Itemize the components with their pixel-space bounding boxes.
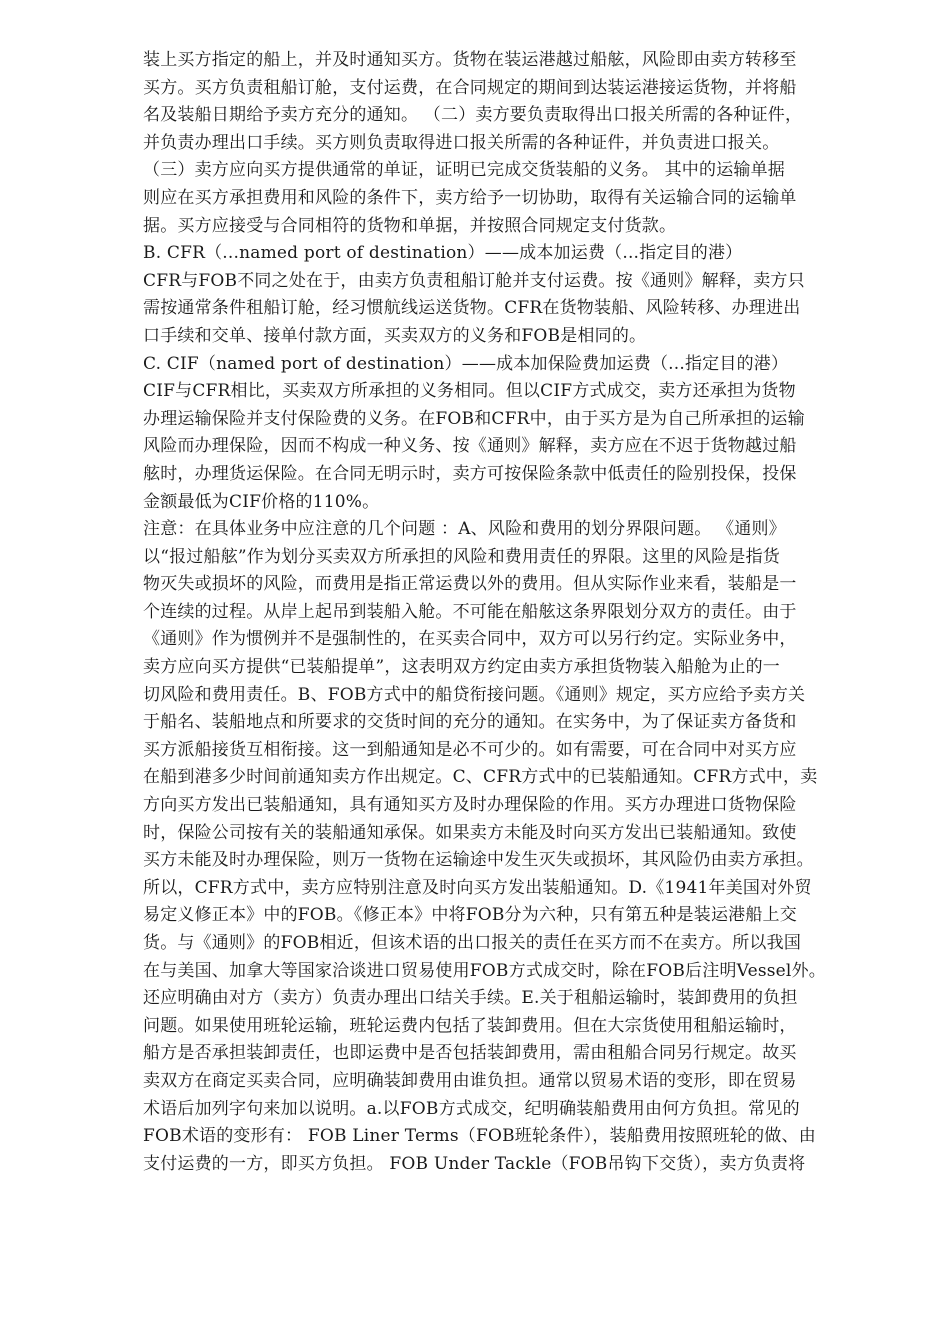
section-heading-cfr: B. CFR（...named port of destination）——成本加运费（...指定目的港） bbox=[143, 243, 743, 264]
text-line: 买方未能及时办理保险，则万一货物在运输途中发生灭失或损坏，其风险仍由卖方承担。 bbox=[143, 850, 814, 871]
text-line: 风险而办理保险，因而不构成一种义务、按《通则》解释，卖方应在不迟于货物越过船 bbox=[143, 436, 797, 457]
text-line: 货。与《通则》的FOB相近，但该术语的出口报关的责任在买方而不在卖方。所以我国 bbox=[143, 933, 802, 953]
text-line: 还应明确由对方（卖方）负责办理出口结关手续。E.关于租船运输时，装卸费用的负担 bbox=[143, 988, 798, 1009]
text-line: 术语后加列字句来加以说明。a.以FOB方式成交，纪明确装船费用由何方负担。常见的 bbox=[143, 1098, 800, 1119]
text-line: 切风险和费用责任。B、FOB方式中的船贷衔接问题。《通则》规定，买方应给予卖方关 bbox=[143, 684, 806, 705]
text-line: 卖双方在商定买卖合同，应明确装卸费用由谁负担。通常以贸易术语的变形，即在贸易 bbox=[143, 1070, 797, 1091]
text-line: 办理运输保险并支付保险费的义务。在FOB和CFR中，由于买方是为自己所承担的运输 bbox=[143, 408, 805, 429]
text-line: 于船名、装船地点和所要求的交货时间的充分的通知。在实务中，为了保证卖方备货和 bbox=[143, 712, 797, 733]
text-line: 方向买方发出已装船通知，具有通知买方及时办理保险的作用。买方办理进口货物保险 bbox=[143, 795, 797, 816]
text-line: 个连续的过程。从岸上起吊到装船入舱。不可能在船舷这条界限划分双方的责任。由于 bbox=[143, 601, 797, 622]
document-body-text bbox=[143, 47, 883, 1178]
text-line: 时，保险公司按有关的装船通知承保。如果卖方未能及时向买方发出已装船通知。致使 bbox=[143, 822, 797, 843]
text-line: CIF与CFR相比，买卖双方所承担的义务相同。但以CIF方式成交，卖方还承担为货物 bbox=[143, 381, 796, 402]
text-line: 金额最低为CIF价格的110%。 bbox=[143, 491, 380, 512]
text-line: 物灭失或损坏的风险，而费用是指正常运费以外的费用。但从实际作业来看，装船是一 bbox=[143, 574, 797, 595]
text-line: 舷时，办理货运保险。在合同无明示时，卖方可按保险条款中低责任的险别投保，投保 bbox=[143, 463, 797, 484]
text-line: 支付运费的一方，即买方负担。 FOB Under Tackle（FOB吊钩下交货），卖方负责将 bbox=[143, 1153, 806, 1174]
text-line: 易定义修正本》中的FOB。《修正本》中将FOB分为六种，只有第五种是装运港船上交 bbox=[143, 905, 797, 926]
text-line: 船方是否承担装卸责任，也即运费中是否包括装卸费用，需由租船合同另行规定。故买 bbox=[143, 1043, 797, 1064]
text-line: 所以，CFR方式中，卖方应特别注意及时向买方发出装船通知。D.《1941年美国对外贸 bbox=[143, 877, 812, 898]
text-line: 问题。如果使用班轮运输，班轮运费内包括了装卸费用。但在大宗货使用租船运输时， bbox=[143, 1015, 797, 1036]
text-line: 口手续和交单、接单付款方面，买卖双方的义务和FOB是相同的。 bbox=[143, 325, 647, 346]
text-line: 名及装船日期给予卖方充分的通知。 （二）卖方要负责取得出口报关所需的各种证件， bbox=[143, 105, 803, 126]
text-line: 以“报过船舷”作为划分买卖双方所承担的风险和费用责任的界限。这里的风险是指货 bbox=[143, 546, 780, 567]
text-line: 《通则》作为惯例并不是强制性的，在买卖合同中，双方可以另行约定。实际业务中， bbox=[143, 629, 797, 650]
text-line: 在与美国、加拿大等国家洽谈进口贸易使用FOB方式成交时，除在FOB后注明Vessel外。 bbox=[143, 960, 826, 981]
text-line: 在船到港多少时间前通知卖方作出规定。C、CFR方式中的已装船通知。CFR方式中，卖 bbox=[143, 767, 818, 788]
text-line: 并负责办理出口手续。买方则负责取得进口报关所需的各种证件，并负责进口报关。 bbox=[143, 132, 780, 153]
text-line: 卖方应向买方提供“已装船提单”，这表明双方约定由卖方承担货物装入船舱为止的一 bbox=[143, 657, 780, 678]
text-line: 买方派船接货互相衔接。这一到船通知是必不可少的。如有需要，可在合同中对买方应 bbox=[143, 739, 797, 760]
text-line: 需按通常条件租船订舱，经习惯航线运送货物。CFR在货物装船、风险转移、办理进出 bbox=[143, 298, 801, 319]
text-line: CFR与FOB不同之处在于，由卖方负责租船订舱并支付运费。按《通则》解释，卖方只 bbox=[143, 270, 805, 291]
text-line: 据。买方应接受与合同相符的货物和单据，并按照合同规定支付货款。 bbox=[143, 215, 677, 236]
text-line: （三）卖方应向买方提供通常的单证，证明已完成交货装船的义务。 其中的运输单据 bbox=[143, 160, 786, 181]
text-line: 买方。买方负责租船订舱，支付运费，在合同规定的期间到达装运港接运货物，并将船 bbox=[143, 77, 797, 98]
text-line: 装上买方指定的船上，并及时通知买方。货物在装运港越过船舷，风险即由卖方转移至 bbox=[143, 50, 797, 70]
section-heading-cif: C. CIF（named port of destination）——成本加保险费加运费（...指定目的港） bbox=[143, 353, 789, 374]
text-line: FOB术语的变形有： FOB Liner Terms（FOB班轮条件），装船费用按照班轮的做、由 bbox=[143, 1126, 816, 1147]
text-line: 则应在买方承担费用和风险的条件下，卖方给予一切协助，取得有关运输合同的运输单 bbox=[143, 187, 797, 208]
note-heading: 注意：在具体业务中应注意的几个问题 ：A、风险和费用的划分界限问题。 《通则》 bbox=[143, 519, 786, 540]
